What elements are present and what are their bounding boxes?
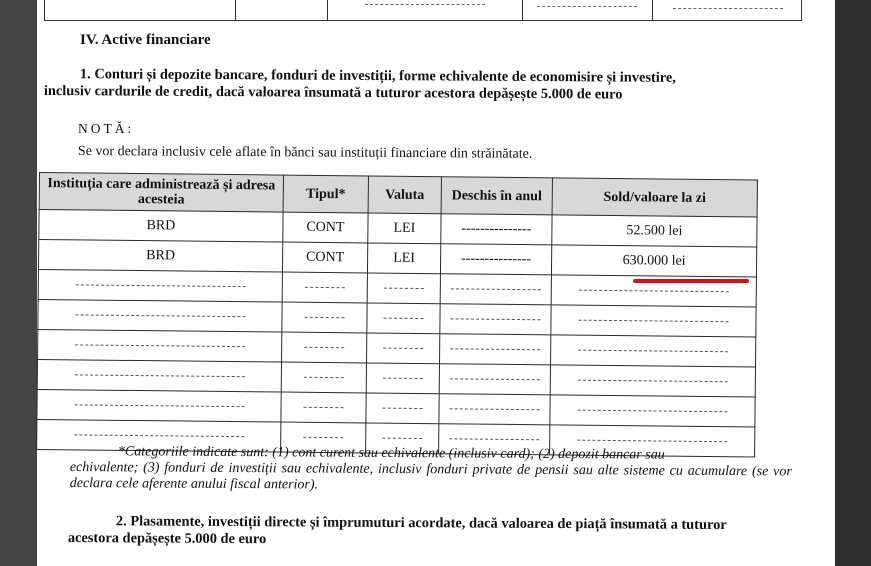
financial-assets-table-wrap [36, 172, 758, 458]
cell-empty [366, 363, 439, 394]
cell-empty [38, 329, 282, 362]
dashed-placeholder [383, 317, 423, 318]
header-currency: Valuta [368, 176, 441, 214]
cell-empty [282, 272, 367, 303]
dashed-placeholder [451, 288, 541, 290]
header-balance: Sold/valoare la zi [552, 178, 757, 217]
cell-empty [37, 389, 281, 422]
cell-institution: BRD [38, 240, 282, 273]
cell-institution: BRD [39, 210, 283, 243]
dashed-placeholder [579, 289, 729, 292]
nota-text: Se vor declara inclusiv cele aflate în bănci sau instituții financiare din străinătate. [77, 144, 533, 162]
footnote-line-1: *Categoriile indicate sunt: (1) cont curent sau echivalente (inclusiv card); (2) depozit bancar sau [117, 444, 665, 463]
nota-label: NOTĂ: [78, 121, 135, 136]
cell-balance: 630.000 lei [551, 245, 756, 277]
dashed-placeholder [383, 347, 423, 348]
dashed-placeholder [578, 349, 728, 352]
red-highlight-underline [633, 279, 749, 283]
dashed-placeholder [450, 348, 540, 350]
dashed-placeholder [304, 317, 344, 318]
empty-rows [37, 269, 757, 457]
cell-opened-year: --------------- [441, 214, 552, 245]
cell-currency: LEI [367, 243, 440, 274]
dashed-placeholder [450, 408, 540, 410]
dashed-placeholder [383, 407, 423, 408]
item-2-line-1: 2. Plasamente, investiții directe și împrumuturi acordate, dacă valoarea de piață însumată a tuturor [115, 513, 727, 534]
item-1-heading [44, 66, 764, 104]
dashed-placeholder [578, 379, 728, 382]
dashed-placeholder [382, 437, 422, 438]
cell-empty [440, 274, 551, 305]
dashed-placeholder [304, 407, 344, 408]
dashed-placeholder [74, 434, 244, 437]
cell-empty [38, 269, 282, 302]
dashed-placeholder [577, 439, 727, 442]
header-opened-year: Deschis în anul [441, 177, 552, 215]
cell-empty [440, 334, 551, 365]
footnote-line-3: acumulare (se vor declara cele aferente anului fiscal anterior). [69, 463, 792, 493]
cell-empty [440, 304, 551, 335]
cell-empty [281, 392, 366, 423]
dashed-placeholder [75, 284, 245, 287]
dashed-placeholder [384, 287, 424, 288]
cell-type: CONT [282, 242, 367, 273]
cell-empty [281, 362, 366, 393]
cell-empty [550, 395, 755, 427]
cell-empty [282, 332, 367, 363]
dashed-placeholder [304, 377, 344, 378]
item-1-line-1: 1. Conturi și depozite bancare, fonduri de investiții, forme echivalente de economisire și investire, [79, 66, 676, 86]
header-type: Tipul* [283, 175, 368, 213]
dashed-placeholder [450, 378, 540, 380]
cell-empty [38, 299, 282, 332]
cell-empty [367, 273, 440, 304]
dashed-placeholder [303, 437, 343, 438]
dashed-placeholder [578, 319, 728, 322]
dashed-placeholder [75, 314, 245, 317]
header-institution: Instituția care administrează și adresa acesteia [39, 173, 283, 213]
footnote-line-2: echivalente; (3) fonduri de investiții sau echivalente, inclusiv fonduri private de pensii sau alte sisteme cu [69, 459, 683, 479]
dashed-placeholder [74, 374, 244, 377]
cell-empty [550, 365, 755, 397]
dashed-placeholder [578, 409, 728, 412]
section-title: IV. Active financiare [80, 32, 211, 48]
item-1-line-2: inclusiv cardurile de credit, dacă valoarea însumată a tuturor acestora depășește 5.000 de euro [43, 82, 623, 103]
cell-balance: 52.500 lei [552, 215, 757, 247]
cell-empty [439, 364, 550, 395]
item-2-heading [68, 513, 792, 551]
cell-type: CONT [283, 212, 368, 243]
dashed-placeholder [383, 377, 423, 378]
cell-empty [37, 359, 281, 392]
cell-currency: LEI [368, 213, 441, 244]
viewer-background-left [0, 0, 37, 566]
dashed-placeholder [74, 404, 244, 407]
dashed-placeholder [75, 344, 245, 347]
cell-empty [439, 394, 550, 425]
footnote [70, 444, 792, 496]
item-2-line-2: acestora depășește 5.000 de euro [67, 529, 267, 548]
financial-assets-table [36, 172, 758, 458]
cell-opened-year: --------------- [440, 244, 551, 275]
dashed-placeholder [449, 438, 539, 440]
previous-table-remnant [44, 0, 802, 21]
cell-empty [282, 302, 367, 333]
dashed-placeholder [305, 287, 345, 288]
dashed-placeholder [450, 318, 540, 320]
cell-empty [367, 303, 440, 334]
dashed-placeholder [304, 347, 344, 348]
viewer-background-right [835, 0, 871, 566]
cell-empty [551, 335, 756, 367]
cell-empty [367, 333, 440, 364]
cell-empty [551, 305, 756, 337]
cell-empty [366, 393, 439, 424]
